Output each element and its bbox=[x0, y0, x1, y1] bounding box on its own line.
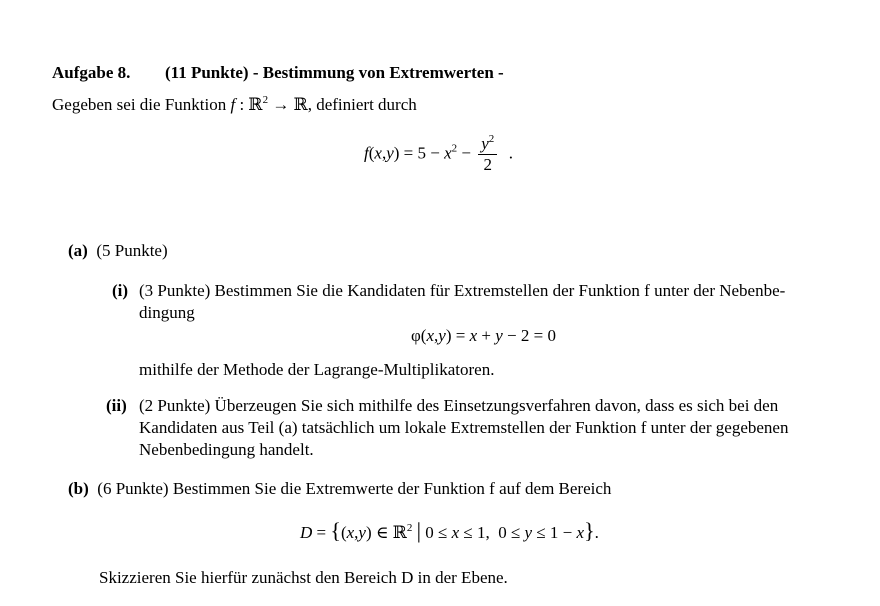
part-b-label: (b) bbox=[68, 479, 89, 498]
part-a-label: (a) bbox=[68, 241, 88, 260]
part-a-i-after: mithilfe der Methode der Lagrange-Multiplikatoren. bbox=[139, 360, 495, 379]
function-signature: f : ℝ$^2$ → ℝ bbox=[230, 94, 308, 114]
part-a-i-label: (i) bbox=[112, 281, 129, 300]
part-a-i-text: (3 Punkte) Bestimmen Sie die Kandidaten für Extremstellen der Funktion f unter der Nebenbe- dingung bbox=[139, 281, 786, 322]
fraction: $\frac{y^2}{2}$ bbox=[478, 134, 497, 175]
part-b-text: (6 Punkte) Bestimmen Sie die Extremwerte der Funktion f auf dem Bereich bbox=[97, 479, 612, 498]
task-heading: (11 Punkte) - Bestimmung von Extremwerten - bbox=[165, 63, 504, 82]
constraint-equation: φ(x,y) = x + y − 2 = 0 bbox=[411, 326, 556, 345]
function-definition: $f(x,y) = 5 - x^2$ − $\frac{y^2}{2}$ . bbox=[364, 133, 514, 174]
task-title bbox=[52, 63, 504, 83]
part-a-points: (5 Punkte) bbox=[96, 241, 168, 260]
part-a-ii-text: (2 Punkte) Überzeugen Sie sich mithilfe des Einsetzungsverfahren davon, dass es sich bei den Kandidaten aus Teil (a) tatsächlich um lokale Extremstellen der Funktion f unter der gegebenen Nebenbedingung handelt. bbox=[139, 396, 789, 459]
part-a-header bbox=[68, 241, 168, 261]
domain-definition: D = {(x,y) ∈ ℝ$^2$ | 0 ≤ x ≤ 1, 0 ≤ y ≤ 1 − x}. bbox=[300, 518, 599, 543]
part-b-sketch: Skizzieren Sie hierfür zunächst den Bereich D in der Ebene. bbox=[99, 568, 508, 587]
part-a-ii-label: (ii) bbox=[106, 396, 127, 415]
part-b-header bbox=[68, 479, 611, 499]
task-number: Aufgabe 8. bbox=[52, 63, 131, 82]
intro-line: Gegeben sei die Funktion f : ℝ$^2$ → ℝ, definiert durch bbox=[52, 94, 417, 114]
